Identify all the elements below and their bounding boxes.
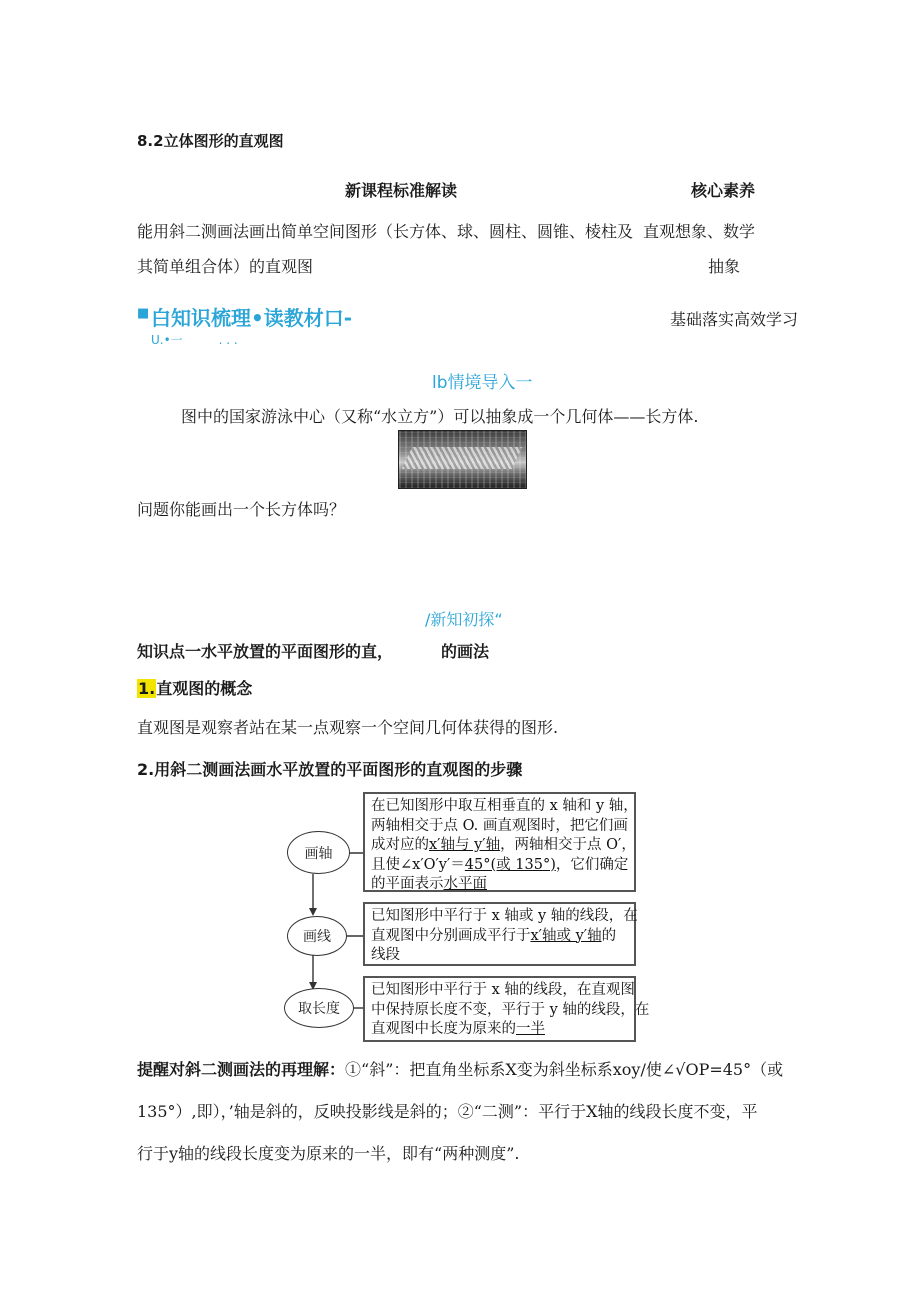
step-axis-label: 画轴 — [304, 845, 333, 862]
step-line-label: 画线 — [303, 929, 331, 945]
core-text-line2: 抽象 — [708, 257, 741, 276]
box1-line5-a: 的平面表示 — [371, 876, 444, 892]
arrow-1-2 — [309, 908, 317, 916]
box1-line4-c: ，它们确定 — [555, 856, 629, 873]
table-header-standard: 新课程标准解读 — [345, 181, 458, 200]
box3-line3-answer: 一半 — [516, 1021, 545, 1037]
step-length-oval — [284, 988, 354, 1028]
step-axis-oval — [287, 831, 350, 874]
intro-question: 问题你能画出一个长方体吗？ — [137, 500, 346, 519]
box2-line3: 线段 — [371, 947, 400, 963]
step-line-oval — [287, 916, 347, 956]
item1-number: 1. — [138, 679, 156, 698]
box1-line2: 两轴相交于点 O. 画直观图时，把它们画 — [371, 817, 628, 834]
step-axis-box — [363, 792, 636, 892]
box1-line3-answer: x′轴与 y′轴 — [429, 837, 501, 853]
reminder-line2: 135°）,即），’轴是斜的，反映投影线是斜的；②“二测”：平行于X轴的线段长度不变，平 — [137, 1102, 758, 1121]
box3-line1: 已知图形中平行于 x 轴的线段，在直观图 — [371, 982, 635, 998]
box2-line1: 已知图形中平行于 x 轴或 y 轴的线段，在 — [371, 908, 638, 924]
reminder-line1-rest: ①“斜”：把直角坐标系X变为斜坐标系xoy/使∠√OP=45°（或 — [345, 1060, 784, 1079]
intro-heading: lb情境导入一 — [432, 373, 533, 393]
core-text-line1: 直观想象、数学 — [643, 222, 756, 241]
box1-line3 — [371, 836, 636, 856]
banner-subtitle: U.•一 . . . — [151, 333, 238, 347]
box1-line4-a: 且使∠x′O′y′＝ — [371, 856, 465, 873]
box1-line5 — [371, 875, 628, 895]
item1-title — [137, 676, 252, 699]
reminder-line3: 行于y轴的线段长度变为原来的一半，即有“两种测度”. — [137, 1144, 520, 1163]
box3-line3 — [371, 1020, 628, 1040]
box1-line4 — [371, 856, 628, 876]
table-header-core: 核心素养 — [691, 181, 756, 200]
item2-title: 2.用斜二测画法画水平放置的平面图形的直观图的步骤 — [137, 760, 523, 779]
step-length-box — [363, 976, 650, 1042]
intro-text: 图中的国家游泳中心（又称“水立方”）可以抽象成一个几何体——长方体. — [181, 407, 699, 426]
box1-line3-a: 成对应的 — [371, 837, 429, 853]
box1-line3-c: ，两轴相交于点 O′， — [500, 837, 636, 853]
standard-text-line2: 其简单组合体）的直观图 — [137, 257, 314, 276]
water-cube-photo — [398, 430, 527, 489]
standard-text-line1: 能用斜二测画法画出简单空间图形（长方体、球、圆柱、圆锥、棱柱及 — [137, 222, 634, 241]
box2-line2-answer: x′轴或 y′轴 — [530, 927, 602, 944]
banner-title: 白知识梳理•读教材口- — [151, 306, 353, 330]
box2-line2-a: 直观图中分别画成平行于 — [371, 927, 531, 944]
item1-title-text: 直观图的概念 — [156, 679, 253, 698]
new-knowledge-heading: /新知初探“ — [425, 610, 503, 629]
banner-right-label: 基础落实高效学习 — [670, 310, 799, 329]
reminder-lead: 提醒对斜二测画法的再理解： — [137, 1060, 346, 1079]
box1-line1: 在已知图形中取互相垂直的 x 轴和 y 轴， — [371, 798, 638, 814]
step-line-box — [363, 902, 636, 966]
box3-line3-a: 直观图中长度为原来的 — [371, 1021, 516, 1037]
square-icon: ■ — [137, 306, 150, 321]
box3-line2: 中保持原长度不变，平行于 y 轴的线段，在 — [371, 1001, 650, 1018]
item1-text: 直观图是观察者站在某一点观察一个空间几何体获得的图形. — [137, 718, 559, 737]
knowledge-point-title-tail: 的画法 — [441, 642, 490, 661]
section-title: 8.2立体图形的直观图 — [137, 132, 284, 150]
knowledge-point-title: 知识点一水平放置的平面图形的直， — [137, 642, 394, 661]
reminder-line1 — [137, 1057, 783, 1080]
box2-line2-c: 的 — [601, 927, 617, 944]
box1-line4-answer: 45°(或 135°) — [464, 856, 556, 873]
box1-line5-answer: 水平面 — [443, 876, 487, 892]
step-length-label: 取长度 — [298, 1001, 340, 1017]
box2-line2 — [371, 927, 628, 947]
